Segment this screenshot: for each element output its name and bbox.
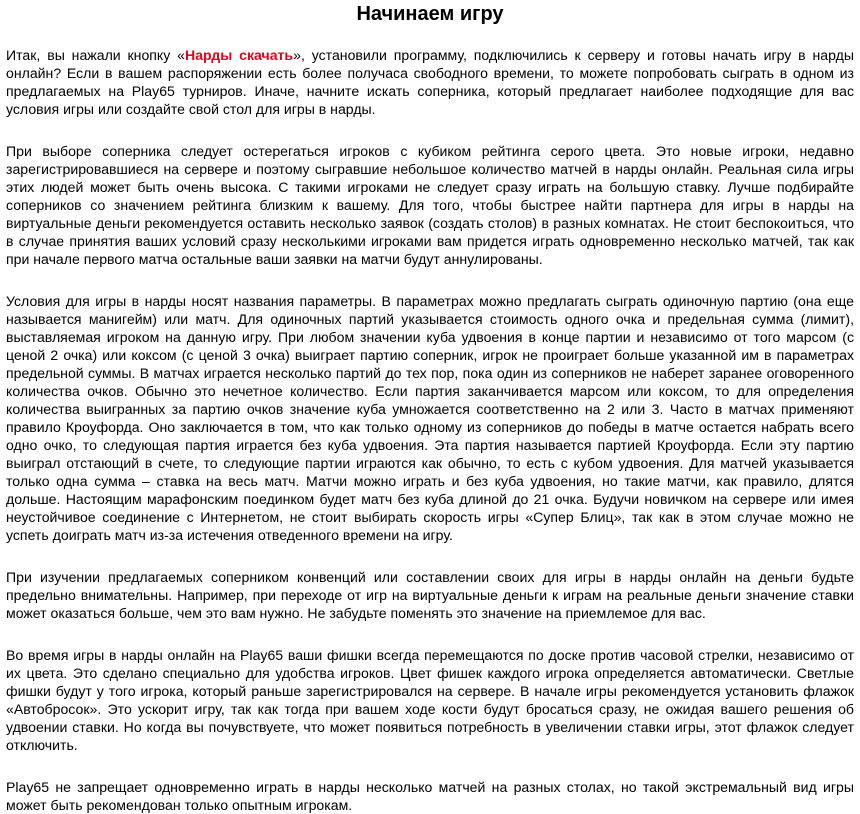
paragraph-opponent-choice: При выборе соперника следует остерегаться игроков с кубиком рейтинга серого цвета. Это новые игроки, недавно зарегистрировавшиеся на сервере и поэтому сыгравшие небольшое количество матчей в нарды онлайн. Реальная сила игры этих людей может быть очень высока. С такими игроками не следует сразу играть на большую ставку. Лучше подбирайте соперников со значением рейтинга близким к вашему. Для того, чтобы быстрее найти партнера для игры в нарды на виртуальные деньги рекомендуется оставить несколько заявок (создать столов) в разных комнатах. Не стоит беспокоиться, что в случае принятия ваших условий сразу несколькими игроками вам придется играть одновременно несколько матчей, так как при начале первого матча остальные ваши заявки на матчи будут аннулированы.: [6, 143, 854, 267]
paragraph-intro: [6, 46, 854, 118]
paragraph-game-parameters: Условия для игры в нарды носят названия параметры. В параметрах можно предлагать сыграть одиночную партию (она еще называется манигейм) или матч. Для одиночных партий указывается стоимость одного очка и предельная сумма (лимит), выставляемая игроком на данную игру. При любом значении куба удвоения в конце партии и независимо от того марсом (с ценой 2 очка) или коксом (с ценой 3 очка) выиграет партию соперник, игрок не проиграет больше указанной им в параметрах предельной суммы. В матчах играется несколько партий до тех пор, пока один из соперников не наберет заранее оговоренного количества очков. Обычно это нечетное количество. Если партия заканчивается марсом или коксом, то для определения количества выигранных за партию очков значение куба умножается соответственно на 2 или 3. Часто в матчах применяют правило Кроуфорда. Оно заключается в том, что как только одному из соперников до победы в матче остается набрать всего одно очко, то следующая партия играется без куба удвоения. Эта партия называется партией Кроуфорда. Если эту партию выиграл отстающий в счете, то следующие партии играются как обычно, то есть с кубом удвоения. Для матчей указывается только одна сумма – ставка на весь матч. Матчи можно играть и без куба удвоения, но такие матчи, как правило, длятся дольше. Настоящим марафонским поединком будет матч без куба длиной до 21 очка. Будучи новичком на сервере или имея неустойчивое соединение с Интернетом, не стоит выбирать скорость игры «Супер Блиц», так как в этом случае можно не успеть доиграть матч из-за истечения отведенного времени на игру.: [6, 293, 854, 543]
paragraph-conventions: При изучении предлагаемых соперником конвенций или составлении своих для игры в нарды онлайн на деньги будьте предельно внимательны. Например, при переходе от игр на виртуальные деньги к играм на реальные деньги значение ставки может оказаться больше, чем это вам нужно. Не забудьте поменять это значение на приемлемое для вас.: [6, 569, 854, 621]
paragraph-intro-before: Итак, вы нажали кнопку «: [6, 47, 186, 63]
paragraph-multiple-tables: Play65 не запрещает одновременно играть в нарды несколько матчей на разных столах, но такой экстремальный вид игры может быть рекомендован только опытным игрокам.: [6, 779, 854, 813]
paragraph-during-game: Во время игры в нарды онлайн на Play65 ваши фишки всегда перемещаются по доске против часовой стрелки, независимо от их цвета. Это сделано специально для удобства игроков. Цвет фишек каждого игрока определяется автоматически. Светлые фишки будут у того игрока, который раньше зарегистрировался на сервере. В начале игры рекомендуется установить флажок «Автобросок». Это ускорит игру, так как тогда при вашем ходе кости будут бросаться сразу, не ожидая вашего решения об удвоении ставки. Но когда вы почувствуете, что может появиться потребность в увеличении ставки игры, этот флажок следует отключить.: [6, 647, 854, 753]
download-backgammon-link[interactable]: Нарды скачать: [185, 47, 294, 63]
paragraph-intro-after: », установили программу, подключились к серверу и готовы начать игру в нарды онлайн? Если в вашем распоряжении есть более получаса свободного времени, то можете попробовать сыграть в одном из предлагаемых на Play65 турниров. Иначе, начните искать соперника, который предлагает наиболее подходящие для вас условия игры или создайте свой стол для игры в нарды.: [6, 47, 855, 117]
article: [0, 3, 860, 814]
page-title: Начинаем игру: [356, 3, 504, 25]
